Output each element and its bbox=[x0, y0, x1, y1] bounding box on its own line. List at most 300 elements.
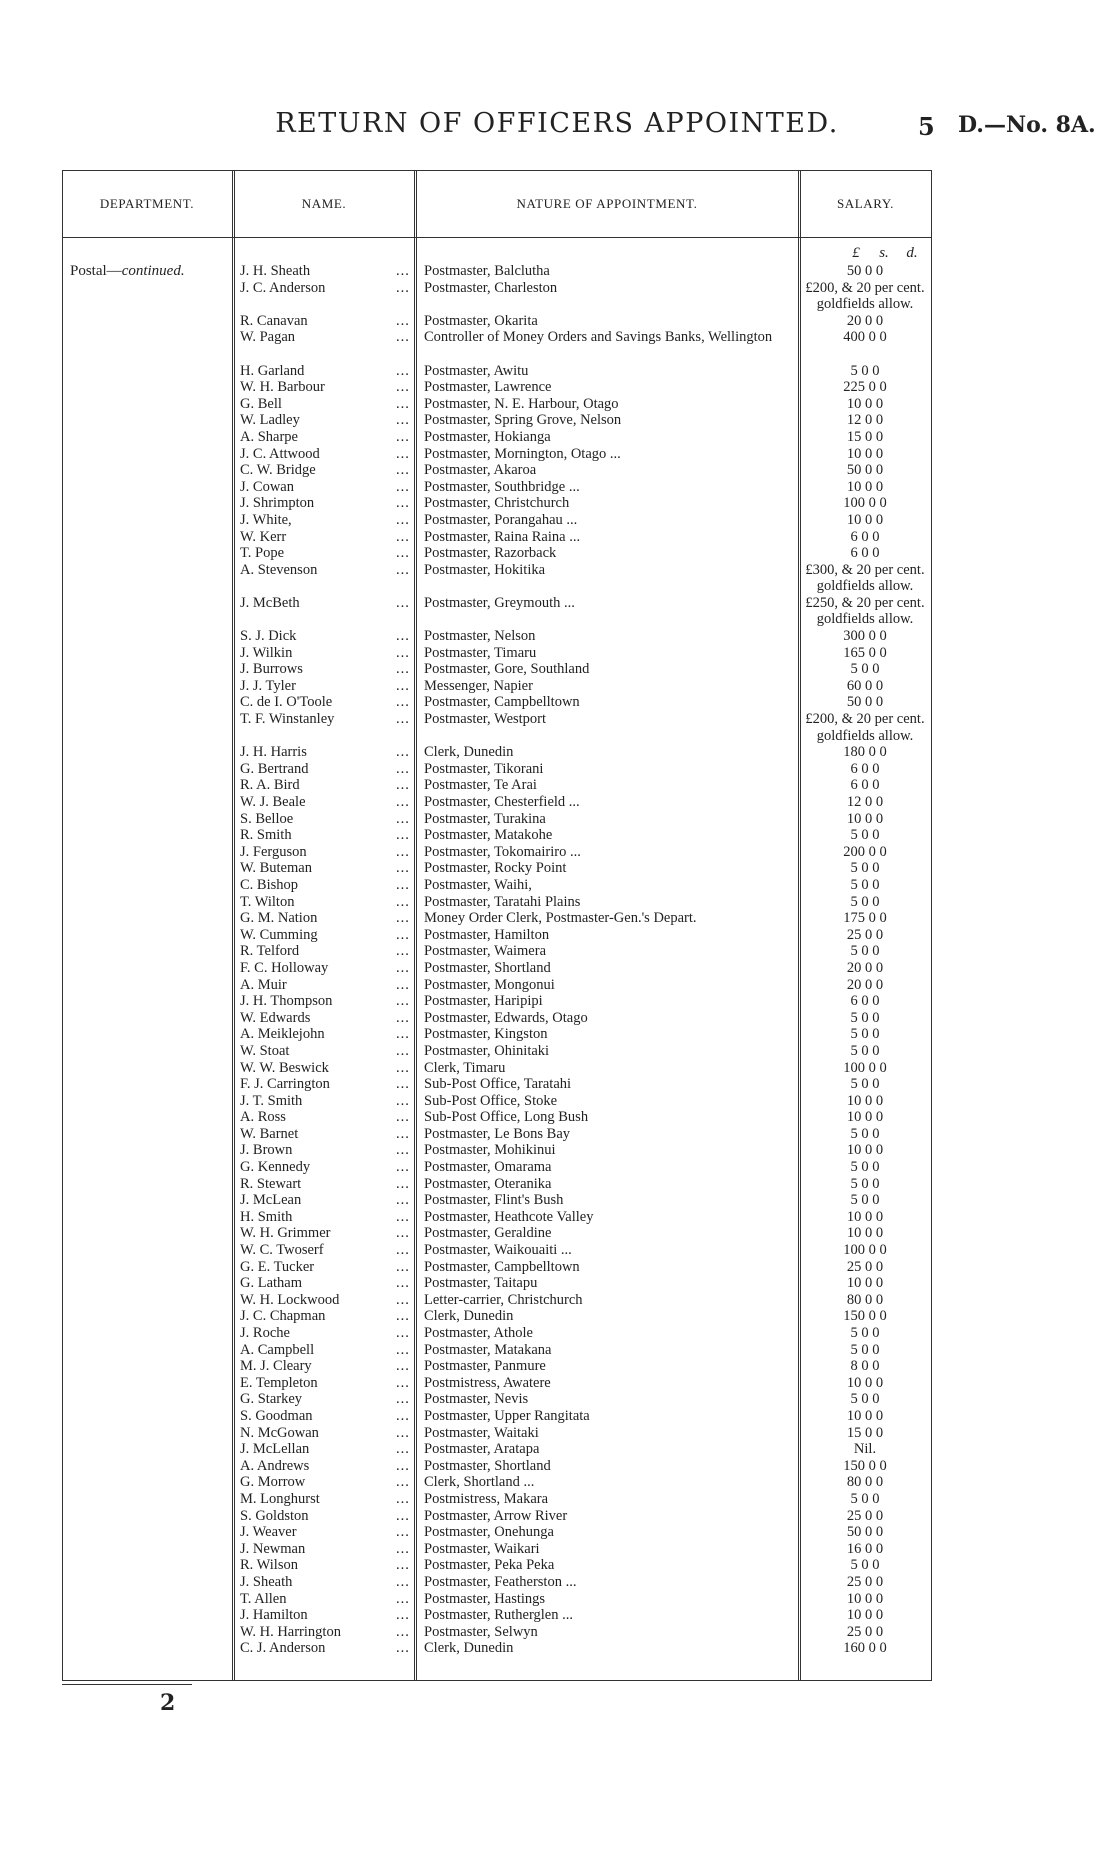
leader-dots: ... bbox=[396, 760, 410, 777]
salary-value: 8 0 0 bbox=[850, 1358, 880, 1375]
appointment-nature: Postmaster, Heathcote Valley bbox=[424, 1208, 594, 1225]
salary-value: 25 0 0 bbox=[846, 1623, 884, 1640]
officer-name: J. J. Tyler bbox=[240, 677, 296, 694]
footer-rule bbox=[62, 1684, 192, 1685]
officer-name: W. C. Twoserf bbox=[240, 1242, 324, 1259]
officer-name: S. Belloe bbox=[240, 810, 294, 827]
table-row bbox=[62, 1342, 932, 1359]
table-row bbox=[62, 628, 932, 645]
appointment-nature: Clerk, Dunedin bbox=[424, 1308, 514, 1325]
salary-value: 10 0 0 bbox=[846, 1607, 884, 1624]
table-row bbox=[62, 1209, 932, 1226]
salary-value: 100 0 0 bbox=[843, 1242, 887, 1259]
officer-name: J. McLellan bbox=[240, 1441, 310, 1458]
table-row bbox=[62, 429, 932, 446]
table-row bbox=[62, 1176, 932, 1193]
department-main: Postal— bbox=[70, 263, 122, 279]
leader-dots: ... bbox=[396, 1242, 410, 1259]
officer-name: J. McBeth bbox=[240, 594, 300, 611]
leader-dots: ... bbox=[396, 1640, 410, 1657]
officer-name: J. T. Smith bbox=[240, 1092, 303, 1109]
leader-dots: ... bbox=[396, 893, 410, 910]
table-row bbox=[62, 761, 932, 778]
currency-units bbox=[842, 245, 926, 262]
officer-name: F. C. Holloway bbox=[240, 959, 329, 976]
appointment-nature: Postmaster, Waikari bbox=[424, 1540, 540, 1557]
officer-name: G. M. Nation bbox=[240, 910, 318, 927]
table-row bbox=[62, 1109, 932, 1126]
appointment-nature: Sub-Post Office, Stoke bbox=[424, 1092, 558, 1109]
appointment-nature: Postmaster, Greymouth ... bbox=[424, 594, 575, 611]
officer-name: A. Ross bbox=[240, 1109, 286, 1126]
leader-dots: ... bbox=[396, 1142, 410, 1159]
table-row bbox=[62, 1541, 932, 1558]
table-row bbox=[62, 1425, 932, 1442]
table-row bbox=[62, 1142, 932, 1159]
leader-dots: ... bbox=[396, 1175, 410, 1192]
officer-name: G. E. Tucker bbox=[240, 1258, 315, 1275]
leader-dots: ... bbox=[396, 1258, 410, 1275]
table-row bbox=[62, 910, 932, 927]
leader-dots: ... bbox=[396, 312, 410, 329]
appointment-nature: Postmaster, Mongonui bbox=[424, 976, 555, 993]
appointment-nature: Postmaster, Tokomairiro ... bbox=[424, 843, 581, 860]
table-row bbox=[62, 1325, 932, 1342]
column-header-department: DEPARTMENT. bbox=[99, 196, 195, 211]
leader-dots: ... bbox=[396, 1474, 410, 1491]
leader-dots: ... bbox=[396, 561, 410, 578]
leader-dots: ... bbox=[396, 926, 410, 943]
salary-value: 5 0 0 bbox=[850, 1159, 880, 1176]
officer-name: J. C. Attwood bbox=[240, 445, 320, 462]
appointment-nature: Sub-Post Office, Long Bush bbox=[424, 1109, 589, 1126]
officer-name: W. Edwards bbox=[240, 1009, 311, 1026]
leader-dots: ... bbox=[396, 1557, 410, 1574]
officer-name: J. McLean bbox=[240, 1192, 302, 1209]
appointment-nature: Clerk, Dunedin bbox=[424, 1640, 514, 1657]
officer-name: J. H. Sheath bbox=[240, 263, 311, 279]
appointment-nature: Postmaster, Hokitika bbox=[424, 561, 546, 578]
leader-dots: ... bbox=[396, 744, 410, 761]
leader-dots: ... bbox=[396, 860, 410, 877]
officer-name: T. F. Winstanley bbox=[240, 711, 335, 728]
leader-dots: ... bbox=[396, 1590, 410, 1607]
table-row bbox=[62, 562, 932, 595]
salary-value: 5 0 0 bbox=[850, 827, 880, 844]
table-row bbox=[62, 877, 932, 894]
officer-name: W. Barnet bbox=[240, 1125, 299, 1142]
leader-dots: ... bbox=[396, 777, 410, 794]
appointment-nature: Postmaster, Rocky Point bbox=[424, 860, 567, 877]
officer-name: J. Wilkin bbox=[240, 644, 293, 661]
leader-dots: ... bbox=[396, 644, 410, 661]
officer-name: N. McGowan bbox=[240, 1424, 319, 1441]
appointment-nature: Postmaster, Taratahi Plains bbox=[424, 893, 581, 910]
officer-name: A. Muir bbox=[240, 976, 287, 993]
leader-dots: ... bbox=[396, 1457, 410, 1474]
salary-value: 16 0 0 bbox=[846, 1540, 884, 1557]
appointment-nature: Postmaster, Westport bbox=[424, 711, 547, 728]
officer-name: S. Goldston bbox=[240, 1507, 309, 1524]
currency-pence: d. bbox=[906, 245, 918, 261]
table-row bbox=[62, 1607, 932, 1624]
table-row bbox=[62, 1458, 932, 1475]
leader-dots: ... bbox=[396, 661, 410, 678]
officer-name: T. Allen bbox=[240, 1590, 287, 1607]
salary-value: 175 0 0 bbox=[843, 910, 887, 927]
appointment-nature: Letter-carrier, Christchurch bbox=[424, 1291, 583, 1308]
salary-value: 10 0 0 bbox=[846, 445, 884, 462]
officer-name: R. A. Bird bbox=[240, 777, 300, 794]
salary-value: 12 0 0 bbox=[846, 794, 884, 810]
table-row bbox=[62, 645, 932, 662]
officer-name: W. H. Grimmer bbox=[240, 1225, 331, 1242]
officer-name: T. Pope bbox=[240, 545, 285, 562]
column-header-name: NAME. bbox=[301, 196, 347, 211]
table-row bbox=[62, 1076, 932, 1093]
officer-name: R. Stewart bbox=[240, 1175, 302, 1192]
appointment-nature: Postmaster, Ohinitaki bbox=[424, 1042, 550, 1059]
appointment-nature: Postmaster, Waikouaiti ... bbox=[424, 1242, 572, 1259]
appointment-nature: Postmaster, Hamilton bbox=[424, 926, 550, 943]
table-row bbox=[62, 263, 932, 280]
appointment-nature: Postmaster, Flint's Bush bbox=[424, 1192, 564, 1209]
salary-value: 5 0 0 bbox=[850, 860, 880, 877]
table-row bbox=[62, 1225, 932, 1242]
page-title: RETURN OF OFFICERS APPOINTED. bbox=[275, 108, 839, 139]
table-row bbox=[62, 1408, 932, 1425]
currency-pounds: £ bbox=[852, 245, 860, 261]
table-row bbox=[62, 495, 932, 512]
salary-value: 5 0 0 bbox=[850, 1341, 880, 1358]
appointment-nature: Postmaster, Raina Raina ... bbox=[424, 528, 581, 545]
salary-value: 5 0 0 bbox=[850, 893, 880, 910]
appointment-nature: Postmaster, Arrow River bbox=[424, 1507, 568, 1524]
salary-value: 80 0 0 bbox=[846, 1291, 884, 1308]
salary-value: 6 0 0 bbox=[850, 760, 880, 777]
appointment-nature: Postmaster, Panmure bbox=[424, 1358, 546, 1375]
appointment-nature: Postmaster, Awitu bbox=[424, 362, 529, 379]
officer-name: G. Bell bbox=[240, 395, 282, 412]
appointment-nature: Messenger, Napier bbox=[424, 677, 533, 694]
leader-dots: ... bbox=[396, 628, 410, 645]
appointment-nature: Postmaster, Nevis bbox=[424, 1391, 529, 1408]
appointment-nature: Postmaster, Timaru bbox=[424, 644, 537, 661]
appointment-nature: Postmaster, Turakina bbox=[424, 810, 546, 827]
salary-value: 5 0 0 bbox=[850, 1557, 880, 1574]
table-row bbox=[62, 462, 932, 479]
leader-dots: ... bbox=[396, 976, 410, 993]
officer-name: J. Ferguson bbox=[240, 843, 307, 860]
officer-name: A. Stevenson bbox=[240, 561, 318, 578]
table-body bbox=[62, 263, 932, 1657]
appointment-nature: Postmaster, Te Arai bbox=[424, 777, 537, 794]
leader-dots: ... bbox=[396, 943, 410, 960]
officer-name: J. Shrimpton bbox=[240, 495, 315, 512]
appointment-nature: Postmaster, Rutherglen ... bbox=[424, 1607, 573, 1624]
salary-value: 10 0 0 bbox=[846, 1109, 884, 1126]
table-row bbox=[62, 943, 932, 960]
salary-value: 5 0 0 bbox=[850, 1490, 880, 1507]
leader-dots: ... bbox=[396, 478, 410, 495]
officer-name: J. Sheath bbox=[240, 1573, 293, 1590]
appointment-nature: Postmaster, Upper Rangitata bbox=[424, 1407, 590, 1424]
leader-dots: ... bbox=[396, 711, 410, 728]
table-row bbox=[62, 1640, 932, 1657]
appointment-nature: Clerk, Dunedin bbox=[424, 744, 514, 761]
officer-name: M. J. Cleary bbox=[240, 1358, 312, 1375]
table-row bbox=[62, 794, 932, 811]
leader-dots: ... bbox=[396, 1407, 410, 1424]
salary-value: 5 0 0 bbox=[850, 876, 880, 893]
table-row bbox=[62, 379, 932, 396]
officers-table bbox=[62, 170, 932, 1681]
table-row bbox=[62, 927, 932, 944]
leader-dots: ... bbox=[396, 1358, 410, 1375]
officer-name: R. Smith bbox=[240, 827, 292, 844]
appointment-nature: Postmaster, Aratapa bbox=[424, 1441, 540, 1458]
leader-dots: ... bbox=[396, 1159, 410, 1176]
leader-dots: ... bbox=[396, 462, 410, 479]
salary-value: 200 0 0 bbox=[843, 843, 887, 860]
appointment-nature: Postmaster, Taitapu bbox=[424, 1275, 538, 1292]
officer-name: J. C. Anderson bbox=[240, 279, 326, 296]
table-row bbox=[62, 894, 932, 911]
officer-name: W. H. Harrington bbox=[240, 1623, 341, 1640]
officer-name: J. H. Harris bbox=[240, 744, 307, 761]
appointment-nature: Postmaster, Chesterfield ... bbox=[424, 794, 580, 810]
salary-value: 50 0 0 bbox=[846, 694, 884, 711]
leader-dots: ... bbox=[396, 412, 410, 429]
table-row bbox=[62, 1192, 932, 1209]
appointment-nature: Postmaster, Le Bons Bay bbox=[424, 1125, 571, 1142]
officer-name: F. J. Carrington bbox=[240, 1076, 330, 1093]
leader-dots: ... bbox=[396, 329, 410, 346]
officer-name: W. J. Beale bbox=[240, 794, 306, 810]
table-row bbox=[62, 1375, 932, 1392]
officer-name: W. W. Beswick bbox=[240, 1059, 329, 1076]
appointment-nature: Postmaster, N. E. Harbour, Otago bbox=[424, 395, 619, 412]
signature-number: 2 bbox=[160, 1690, 176, 1716]
leader-dots: ... bbox=[396, 910, 410, 927]
table-row bbox=[62, 1508, 932, 1525]
officer-name: G. Starkey bbox=[240, 1391, 303, 1408]
appointment-nature: Postmaster, Oteranika bbox=[424, 1175, 552, 1192]
officer-name: G. Latham bbox=[240, 1275, 303, 1292]
appointment-nature: Postmaster, Edwards, Otago bbox=[424, 1009, 588, 1026]
appointment-nature: Postmaster, Matakohe bbox=[424, 827, 553, 844]
department-suffix: continued. bbox=[121, 263, 185, 279]
salary-value: 150 0 0 bbox=[843, 1308, 887, 1325]
appointment-nature: Postmaster, Mornington, Otago ... bbox=[424, 445, 621, 462]
document-reference: D.—No. 8A. bbox=[958, 112, 1096, 138]
table-row bbox=[62, 711, 932, 744]
officer-name: C. W. Bridge bbox=[240, 462, 316, 479]
leader-dots: ... bbox=[396, 959, 410, 976]
officer-name: C. Bishop bbox=[240, 876, 299, 893]
officer-name: R. Wilson bbox=[240, 1557, 298, 1574]
appointment-nature: Postmaster, Mohikinui bbox=[424, 1142, 556, 1159]
appointment-nature: Controller of Money Orders and Savings Banks, Wellington bbox=[424, 329, 773, 346]
officer-name: A. Sharpe bbox=[240, 428, 298, 445]
appointment-nature: Postmaster, Waimera bbox=[424, 943, 547, 960]
leader-dots: ... bbox=[396, 1042, 410, 1059]
salary-value: 6 0 0 bbox=[850, 777, 880, 794]
appointment-nature: Postmaster, Geraldine bbox=[424, 1225, 552, 1242]
leader-dots: ... bbox=[396, 545, 410, 562]
leader-dots: ... bbox=[396, 445, 410, 462]
officer-name: J. Weaver bbox=[240, 1524, 297, 1541]
salary-value: 6 0 0 bbox=[850, 528, 880, 545]
salary-value: 25 0 0 bbox=[846, 1507, 884, 1524]
appointment-nature: Postmistress, Makara bbox=[424, 1490, 549, 1507]
salary-value: 25 0 0 bbox=[846, 926, 884, 943]
officer-name: J. Roche bbox=[240, 1325, 290, 1341]
leader-dots: ... bbox=[396, 1507, 410, 1524]
table-row bbox=[62, 844, 932, 861]
leader-dots: ... bbox=[396, 279, 410, 296]
salary-value: 20 0 0 bbox=[846, 976, 884, 993]
salary-value: 5 0 0 bbox=[850, 1042, 880, 1059]
table-row bbox=[62, 313, 932, 330]
appointment-nature: Postmaster, Nelson bbox=[424, 628, 536, 645]
leader-dots: ... bbox=[396, 1275, 410, 1292]
appointment-nature: Postmaster, Balclutha bbox=[424, 263, 550, 279]
appointment-nature: Postmaster, Selwyn bbox=[424, 1623, 538, 1640]
salary-value: £300, & 20 per cent. goldfields allow. bbox=[805, 561, 925, 595]
table-row bbox=[62, 694, 932, 711]
leader-dots: ... bbox=[396, 1623, 410, 1640]
leader-dots: ... bbox=[396, 1225, 410, 1242]
appointment-nature: Postmaster, Porangahau ... bbox=[424, 511, 578, 528]
officer-name: G. Kennedy bbox=[240, 1159, 311, 1176]
appointment-nature: Postmaster, Gore, Southland bbox=[424, 661, 590, 678]
appointment-nature: Money Order Clerk, Postmaster-Gen.'s Depart. bbox=[424, 910, 697, 927]
salary-value: 10 0 0 bbox=[846, 478, 884, 495]
salary-value: 160 0 0 bbox=[843, 1640, 887, 1657]
table-row bbox=[62, 1358, 932, 1375]
table-row bbox=[62, 1043, 932, 1060]
appointment-nature: Postmaster, Razorback bbox=[424, 545, 557, 562]
officer-name: R. Canavan bbox=[240, 312, 308, 329]
officer-name: A. Meiklejohn bbox=[240, 1026, 325, 1043]
leader-dots: ... bbox=[396, 495, 410, 512]
leader-dots: ... bbox=[396, 1059, 410, 1076]
appointment-nature: Postmaster, Haripipi bbox=[424, 993, 543, 1010]
officer-name: R. Telford bbox=[240, 943, 300, 960]
leader-dots: ... bbox=[396, 1076, 410, 1093]
table-row bbox=[62, 777, 932, 794]
leader-dots: ... bbox=[396, 1208, 410, 1225]
officer-name: W. Kerr bbox=[240, 528, 287, 545]
table-row bbox=[62, 1060, 932, 1077]
appointment-nature: Postmaster, Campbelltown bbox=[424, 694, 580, 711]
table-row bbox=[62, 529, 932, 546]
table-row bbox=[62, 1026, 932, 1043]
table-row bbox=[62, 479, 932, 496]
salary-value: 5 0 0 bbox=[850, 1076, 880, 1093]
officer-name: A. Andrews bbox=[240, 1457, 310, 1474]
table-row bbox=[62, 1093, 932, 1110]
table-row bbox=[62, 1524, 932, 1541]
table-row bbox=[62, 280, 932, 313]
leader-dots: ... bbox=[396, 1607, 410, 1624]
leader-dots: ... bbox=[396, 1524, 410, 1541]
salary-value: £200, & 20 per cent. goldfields allow. bbox=[805, 711, 925, 744]
leader-dots: ... bbox=[396, 876, 410, 893]
salary-value: 10 0 0 bbox=[846, 1374, 884, 1391]
salary-value: 20 0 0 bbox=[846, 312, 884, 329]
officer-name: C. de I. O'Toole bbox=[240, 694, 333, 711]
table-row bbox=[62, 329, 932, 362]
officer-name: H. Smith bbox=[240, 1208, 293, 1225]
salary-value: 10 0 0 bbox=[846, 1142, 884, 1159]
leader-dots: ... bbox=[396, 843, 410, 860]
table-row bbox=[62, 595, 932, 628]
appointment-nature: Postmaster, Southbridge ... bbox=[424, 478, 580, 495]
salary-value: 12 0 0 bbox=[846, 412, 884, 429]
salary-value: 10 0 0 bbox=[846, 1225, 884, 1242]
salary-value: 100 0 0 bbox=[843, 1059, 887, 1076]
leader-dots: ... bbox=[396, 1125, 410, 1142]
officer-name: H. Garland bbox=[240, 362, 305, 379]
table-row bbox=[62, 860, 932, 877]
leader-dots: ... bbox=[396, 794, 410, 810]
officer-name: J. H. Thompson bbox=[240, 993, 333, 1010]
appointment-nature: Postmaster, Shortland bbox=[424, 1457, 551, 1474]
salary-value: 10 0 0 bbox=[846, 395, 884, 412]
salary-value: 5 0 0 bbox=[850, 1325, 880, 1341]
table-row bbox=[62, 1441, 932, 1458]
leader-dots: ... bbox=[396, 1424, 410, 1441]
leader-dots: ... bbox=[396, 1540, 410, 1557]
leader-dots: ... bbox=[396, 1291, 410, 1308]
column-header-salary: SALARY. bbox=[836, 196, 895, 211]
table-row bbox=[62, 363, 932, 380]
appointment-nature: Postmaster, Athole bbox=[424, 1325, 533, 1341]
table-row bbox=[62, 993, 932, 1010]
table-row bbox=[62, 1557, 932, 1574]
table-row bbox=[62, 545, 932, 562]
table-row bbox=[62, 827, 932, 844]
table-row bbox=[62, 1591, 932, 1608]
leader-dots: ... bbox=[396, 1192, 410, 1209]
leader-dots: ... bbox=[396, 1374, 410, 1391]
table-row bbox=[62, 396, 932, 413]
leader-dots: ... bbox=[396, 1009, 410, 1026]
salary-value: 5 0 0 bbox=[850, 1192, 880, 1209]
leader-dots: ... bbox=[396, 1573, 410, 1590]
officer-name: G. Morrow bbox=[240, 1474, 306, 1491]
table-row bbox=[62, 1624, 932, 1641]
officer-name: J. White, bbox=[240, 511, 292, 528]
salary-value: £200, & 20 per cent. goldfields allow. bbox=[805, 279, 925, 313]
officer-name: W. H. Barbour bbox=[240, 379, 325, 396]
leader-dots: ... bbox=[396, 694, 410, 711]
officer-name: J. Hamilton bbox=[240, 1607, 308, 1624]
table-row bbox=[62, 1126, 932, 1143]
salary-value: 180 0 0 bbox=[843, 744, 887, 761]
leader-dots: ... bbox=[396, 528, 410, 545]
table-row bbox=[62, 412, 932, 429]
salary-value: 5 0 0 bbox=[850, 1175, 880, 1192]
table-row bbox=[62, 960, 932, 977]
salary-value: 10 0 0 bbox=[846, 1275, 884, 1292]
appointment-nature: Postmaster, Charleston bbox=[424, 279, 558, 296]
appointment-nature: Postmaster, Spring Grove, Nelson bbox=[424, 412, 622, 429]
appointment-nature: Postmaster, Christchurch bbox=[424, 495, 570, 512]
table-row bbox=[62, 977, 932, 994]
